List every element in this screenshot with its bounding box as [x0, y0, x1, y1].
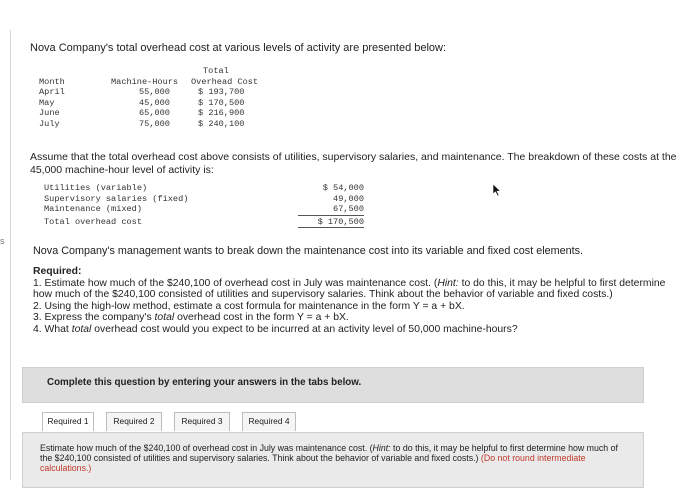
breakdown-row-supervisory: Supervisory salaries (fixed) 49,000	[44, 193, 364, 204]
table-row: July 75,000 $ 240,100	[39, 118, 245, 129]
required-item-4: 4. What total overhead cost would you expect to be incurred at an activity level of 50,000 machine-hours?	[33, 323, 518, 335]
management-text: Nova Company's management wants to break down the maintenance cost into its variable and fixed cost elements.	[33, 245, 583, 257]
side-reference-marker: s	[0, 236, 5, 246]
header-machine-hours: Machine-Hours	[111, 76, 179, 87]
header-month: Month	[39, 76, 65, 87]
required-heading: Required:	[33, 266, 82, 277]
table-row: June 65,000 $ 216,900	[39, 108, 245, 119]
rounding-note: (Do not round intermediate calculations.)	[40, 453, 586, 474]
left-divider	[10, 30, 11, 480]
required-item-3: 3. Express the company's total overhead cost in the form Y = a + bX.	[33, 312, 349, 324]
cost-breakdown	[44, 183, 364, 229]
answer-tabs	[22, 410, 644, 474]
intro-text: Nova Company's total overhead cost at various levels of activity are presented below:	[30, 42, 447, 54]
instruction-banner	[22, 367, 644, 403]
tab-required-2[interactable]: Required 2	[106, 412, 162, 431]
header-overhead-cost: Overhead Cost	[191, 76, 259, 87]
required-item-1: 1. Estimate how much of the $240,100 of overhead cost in July was maintenance cost. (Hint: to do this, it may be helpful to first determine how much of the $240,100 consisted of utilities and supervisory salaries. Think about the behavior of variable and fixed costs.)	[33, 277, 666, 301]
breakdown-row-utilities: Utilities (variable) $ 54,000	[44, 183, 364, 193]
breakdown-row-maintenance: Maintenance (mixed) 67,500	[44, 204, 364, 215]
assumption-text: Assume that the total overhead cost above consists of utilities, supervisory salaries, and maintenance. The breakdown of these costs at the 45,000 machine-hour level of activity is:	[30, 151, 677, 176]
instruction-banner-text: Complete this question by entering your answers in the tabs below.	[47, 377, 362, 388]
breakdown-row-total: Total overhead cost $ 170,500	[44, 216, 364, 227]
tab-required-3[interactable]: Required 3	[174, 412, 230, 431]
tab-required-1[interactable]: Required 1	[42, 412, 94, 431]
total-double-underline	[298, 227, 364, 228]
tab-required-4[interactable]: Required 4	[242, 412, 296, 431]
required-item-2: 2. Using the high-low method, estimate a cost formula for maintenance in the form Y = a + bX.	[33, 300, 465, 312]
overhead-cost-table	[39, 66, 263, 130]
tab-panel-required-1	[22, 432, 644, 488]
table-row: April 55,000 $ 193,700	[39, 87, 245, 98]
table-header-row-2	[39, 77, 263, 88]
table-header-row-1	[39, 66, 263, 77]
subtotal-underline	[298, 215, 364, 216]
required-section	[33, 266, 683, 336]
tab-row	[22, 410, 644, 432]
table-row: May 45,000 $ 170,500	[39, 97, 245, 108]
tab-panel-text: Estimate how much of the $240,100 of overhead cost in July was maintenance cost. (Hint: to do this, it may be helpful to first determine how much of the $240,100 consisted of utilities and supervisory salaries. Think about the behavior of variable and fixed costs.) (Do not round intermediate calculations.)	[40, 443, 618, 474]
header-total: Total	[203, 66, 229, 76]
